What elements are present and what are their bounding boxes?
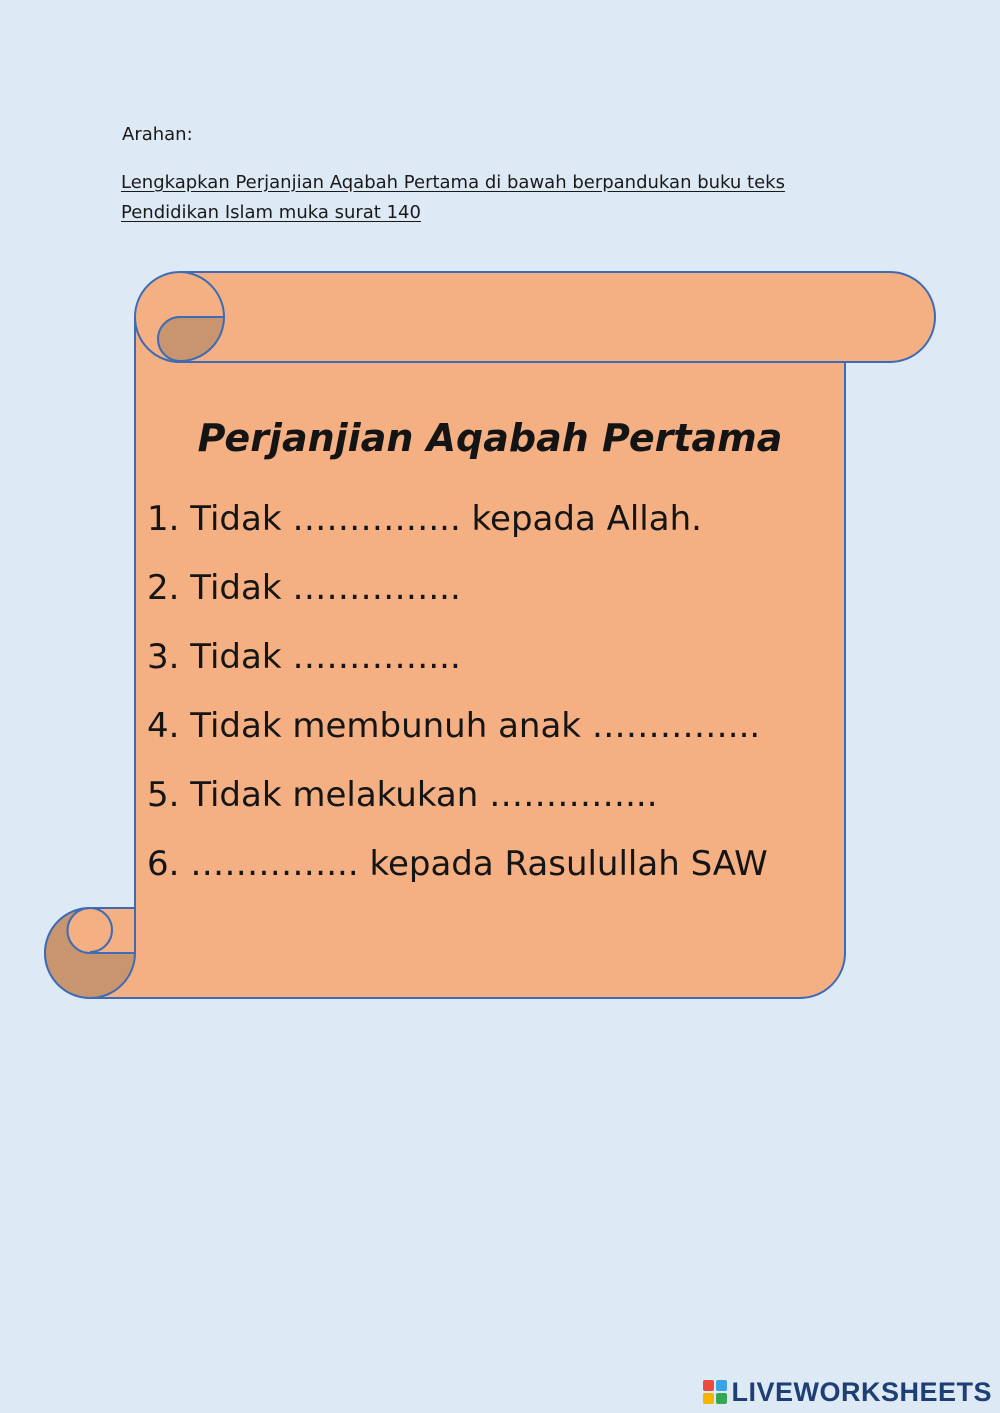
scroll-title: Perjanjian Aqabah Pertama	[197, 416, 783, 460]
instructions-line-1: Lengkapkan Perjanjian Aqabah Pertama di bawah berpandukan buku teks	[121, 172, 785, 193]
list-item: 1. Tidak …………... kepada Allah.	[147, 499, 702, 539]
instructions-line-2: Pendidikan Islam muka surat 140	[121, 202, 421, 223]
liveworksheets-logo-icon	[703, 1380, 727, 1404]
list-item: 2. Tidak …………...	[147, 568, 461, 608]
list-item: 3. Tidak …………...	[147, 637, 461, 677]
list-item: 4. Tidak membunuh anak …………...	[147, 706, 761, 746]
liveworksheets-logo[interactable]	[703, 1377, 992, 1407]
list-item: 5. Tidak melakukan …………...	[147, 775, 658, 815]
brand-name: LIVEWORKSHEETS	[731, 1376, 992, 1407]
agreement-list	[147, 493, 768, 907]
instructions-heading: Arahan:	[122, 124, 193, 145]
list-item: 6. …………... kepada Rasulullah SAW	[147, 844, 768, 884]
scroll-top-roll	[135, 272, 935, 362]
